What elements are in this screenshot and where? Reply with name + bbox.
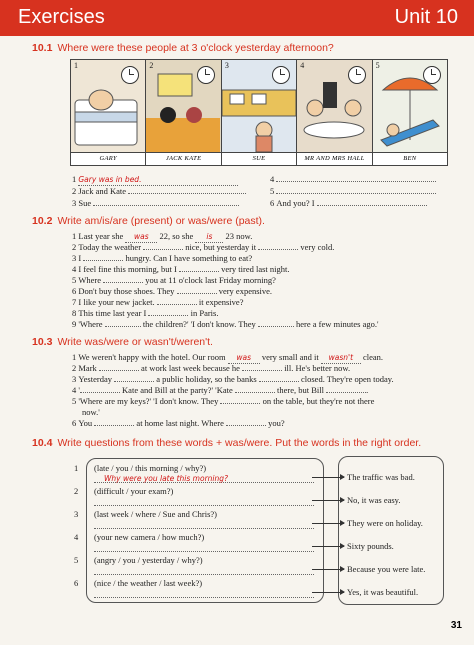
answer-blank[interactable] bbox=[148, 315, 188, 316]
cinema-scene bbox=[146, 60, 220, 152]
answer-blank[interactable] bbox=[258, 249, 298, 250]
item-text: Mark bbox=[78, 363, 97, 373]
answer-blank[interactable] bbox=[179, 271, 219, 272]
answer-blank[interactable] bbox=[99, 370, 139, 371]
restaurant-illustration bbox=[297, 60, 371, 152]
answer-blank[interactable] bbox=[259, 381, 299, 382]
answer-line-1 bbox=[72, 174, 238, 186]
reply-text: The traffic was bad. bbox=[347, 472, 415, 482]
answer-blank[interactable] bbox=[80, 392, 120, 393]
item-text: on the table, but they're not there bbox=[262, 396, 375, 406]
answer-blank[interactable] bbox=[93, 205, 239, 206]
reply-text: Because you were late. bbox=[347, 564, 426, 574]
item-number: 6 bbox=[72, 418, 77, 428]
beach-scene bbox=[373, 60, 447, 152]
exercise-number: 10.1 bbox=[32, 42, 53, 54]
item-text: You bbox=[78, 418, 93, 428]
picture-number: 3 bbox=[224, 61, 229, 70]
item-number: 5 bbox=[72, 275, 77, 285]
exercise-10-2-line-2 bbox=[72, 242, 334, 252]
handwritten-answer: is bbox=[206, 232, 213, 241]
item-text: 23 now. bbox=[225, 231, 253, 241]
arrow-connector-icon bbox=[312, 569, 344, 570]
question-prompt: (nice / the weather / last week?) bbox=[94, 578, 203, 588]
answer-blank[interactable] bbox=[317, 205, 427, 206]
question-prompt: (your new camera / how much?) bbox=[94, 532, 205, 542]
handwritten-answer: wasn't bbox=[328, 353, 354, 362]
answer-line-2 bbox=[72, 186, 246, 196]
exercise-instruction: Write questions from these words + was/were. Put the words in the right order. bbox=[57, 437, 422, 449]
item-text: Jack and Kate bbox=[78, 186, 127, 196]
station-scene bbox=[222, 60, 296, 152]
answer-blank[interactable] bbox=[220, 403, 260, 404]
handwritten-answer: Gary was in bed. bbox=[78, 175, 142, 184]
handwritten-answer: Why were you late this morning? bbox=[104, 474, 228, 483]
item-text: We weren't happy with the hotel. Our room bbox=[78, 352, 226, 362]
page-title: Exercises bbox=[18, 6, 105, 28]
handwritten-answer: was bbox=[134, 232, 149, 241]
exercise-10-3-line-2 bbox=[72, 363, 350, 373]
exercise-10-4-heading bbox=[32, 437, 421, 449]
exercise-instruction: Where were these people at 3 o'clock yesterday afternoon? bbox=[57, 42, 334, 54]
answer-blank[interactable] bbox=[78, 174, 238, 186]
item-number: 6 bbox=[270, 198, 275, 208]
question-number: 1 bbox=[74, 463, 79, 473]
answer-line-6 bbox=[270, 198, 427, 208]
picture-number: 2 bbox=[149, 61, 154, 70]
exercise-10-1-heading bbox=[32, 42, 334, 54]
exercise-10-2-line-6 bbox=[72, 286, 272, 296]
item-text: it expensive? bbox=[198, 297, 244, 307]
question-prompt: (angry / you / yesterday / why?) bbox=[94, 555, 203, 565]
item-text: in Paris. bbox=[190, 308, 219, 318]
item-number: 4 bbox=[72, 264, 77, 274]
item-text: 'Where are my keys?' 'I don't know. They bbox=[78, 396, 219, 406]
exercise-instruction: Write am/is/are (present) or was/were (past). bbox=[57, 215, 265, 227]
question-number: 5 bbox=[74, 555, 79, 565]
exercise-10-3-heading bbox=[32, 336, 213, 348]
answer-blank[interactable] bbox=[258, 326, 294, 327]
item-text: you? bbox=[268, 418, 285, 428]
item-text: there, but Bill bbox=[276, 385, 324, 395]
answer-blank[interactable] bbox=[143, 249, 183, 250]
restaurant-scene bbox=[297, 60, 371, 152]
item-number: 6 bbox=[72, 286, 77, 296]
question-number: 4 bbox=[74, 532, 79, 542]
item-text: 'Where bbox=[78, 319, 103, 329]
exercise-instruction: Write was/were or wasn't/weren't. bbox=[57, 336, 213, 348]
item-number: 4 bbox=[270, 174, 275, 184]
item-number: 3 bbox=[72, 374, 77, 384]
item-number: 2 bbox=[72, 186, 77, 196]
answer-blank[interactable] bbox=[276, 193, 436, 194]
item-number: 1 bbox=[72, 231, 77, 241]
header-bar bbox=[0, 0, 474, 36]
picture-caption: GARY bbox=[71, 152, 145, 165]
answer-blank[interactable] bbox=[128, 193, 246, 194]
reply-text: Sixty pounds. bbox=[347, 541, 394, 551]
item-text: closed. They're open today. bbox=[300, 374, 394, 384]
beach-illustration bbox=[373, 60, 447, 152]
item-text: I like your new jacket. bbox=[78, 297, 155, 307]
item-number: 7 bbox=[72, 297, 77, 307]
item-text: Today the weather bbox=[78, 242, 142, 252]
question-answer-blank[interactable] bbox=[94, 565, 314, 575]
item-text: And you? I bbox=[276, 198, 315, 208]
question-number: 3 bbox=[74, 509, 79, 519]
picture-3 bbox=[222, 60, 297, 165]
question-number: 6 bbox=[74, 578, 79, 588]
handwritten-answer: was bbox=[236, 353, 252, 362]
item-text: hungry. Can I have something to eat? bbox=[125, 253, 253, 263]
reply-text: Yes, it was beautiful. bbox=[347, 587, 419, 597]
exercise-10-3-line-4 bbox=[72, 385, 368, 395]
item-text: Yesterday bbox=[78, 374, 112, 384]
station-illustration bbox=[222, 60, 296, 152]
answer-blank[interactable] bbox=[94, 425, 134, 426]
question-prompt: (late / you / this morning / why?) bbox=[94, 463, 207, 473]
exercise-10-2-heading bbox=[32, 215, 265, 227]
answer-blank[interactable] bbox=[177, 293, 217, 294]
picture-strip bbox=[70, 59, 448, 166]
picture-2 bbox=[146, 60, 221, 165]
item-number: 1 bbox=[72, 174, 77, 184]
item-text: very tired last night. bbox=[221, 264, 290, 274]
question-prompt: (difficult / your exam?) bbox=[94, 486, 174, 496]
exercise-10-3-line-5-cont bbox=[82, 407, 100, 417]
exercise-10-3-line-5 bbox=[72, 396, 374, 406]
answer-blank[interactable] bbox=[157, 304, 197, 305]
exercise-10-3-line-6 bbox=[72, 418, 285, 428]
item-number: 5 bbox=[270, 186, 275, 196]
exercise-10-2-line-8 bbox=[72, 308, 218, 318]
answer-blank[interactable] bbox=[235, 392, 275, 393]
item-text: the children?' 'I don't know. They bbox=[142, 319, 256, 329]
item-text: very small and it bbox=[261, 352, 319, 362]
item-text: Where bbox=[78, 275, 102, 285]
exercise-10-2-line-9 bbox=[72, 319, 379, 329]
item-text: Don't buy those shoes. They bbox=[78, 286, 175, 296]
item-text: ill. He's better now. bbox=[284, 363, 351, 373]
question-answer-blank[interactable] bbox=[94, 519, 314, 529]
item-text: a public holiday, so the banks bbox=[156, 374, 257, 384]
picture-number: 1 bbox=[74, 61, 78, 70]
picture-caption: MR AND MRS HALL bbox=[297, 152, 371, 165]
item-text: I bbox=[78, 253, 82, 263]
answer-line-4 bbox=[270, 174, 436, 184]
exercise-10-3-line-3 bbox=[72, 374, 394, 384]
picture-1 bbox=[71, 60, 146, 165]
item-text: . bbox=[366, 385, 369, 395]
page-number: 31 bbox=[450, 620, 462, 631]
answer-blank[interactable] bbox=[226, 425, 266, 426]
item-number: 1 bbox=[72, 352, 77, 362]
question-answer-blank[interactable] bbox=[94, 473, 314, 483]
item-text: at home last night. Where bbox=[136, 418, 224, 428]
answer-blank[interactable] bbox=[83, 260, 123, 261]
item-text: This time last year I bbox=[78, 308, 147, 318]
reply-text: No, it was easy. bbox=[347, 495, 401, 505]
item-text: at work last week because he bbox=[141, 363, 240, 373]
picture-4 bbox=[297, 60, 372, 165]
picture-number: 5 bbox=[375, 61, 380, 70]
item-text: Sue bbox=[78, 198, 92, 208]
exercise-number: 10.3 bbox=[32, 336, 53, 348]
item-text: ' bbox=[78, 385, 80, 395]
item-number: 2 bbox=[72, 242, 77, 252]
answer-blank[interactable] bbox=[276, 181, 436, 182]
item-text: you at 11 o'clock last Friday morning? bbox=[145, 275, 276, 285]
answer-blank[interactable] bbox=[242, 370, 282, 371]
bed-scene bbox=[71, 60, 145, 152]
item-text: Kate and Bill at the party?' 'Kate bbox=[122, 385, 233, 395]
picture-number: 4 bbox=[300, 61, 305, 70]
item-number: 3 bbox=[72, 198, 77, 208]
exercise-10-2-line-7 bbox=[72, 297, 243, 307]
item-text: Last year she bbox=[78, 231, 124, 241]
item-text: I feel fine this morning, but I bbox=[78, 264, 177, 274]
question-answer-blank[interactable] bbox=[94, 496, 314, 506]
answer-blank[interactable] bbox=[105, 326, 141, 327]
exercise-10-2-line-5 bbox=[72, 275, 276, 285]
answer-line-3 bbox=[72, 198, 239, 208]
answer-blank[interactable] bbox=[114, 381, 154, 382]
question-prompt: (last week / where / Sue and Chris?) bbox=[94, 509, 217, 519]
question-answer-blank[interactable] bbox=[94, 588, 314, 598]
item-text: here a few minutes ago.' bbox=[296, 319, 379, 329]
unit-label: Unit 10 bbox=[394, 6, 458, 28]
item-number: 2 bbox=[72, 363, 77, 373]
item-text: 22, so she bbox=[159, 231, 194, 241]
item-text: clean. bbox=[362, 352, 384, 362]
arrow-connector-icon bbox=[312, 546, 344, 547]
arrow-connector-icon bbox=[312, 500, 344, 501]
item-number: 3 bbox=[72, 253, 77, 263]
question-number: 2 bbox=[74, 486, 79, 496]
picture-caption: SUE bbox=[222, 152, 296, 165]
answer-blank[interactable] bbox=[326, 392, 366, 393]
cinema-illustration bbox=[146, 60, 220, 152]
item-number: 8 bbox=[72, 308, 77, 318]
bed-illustration bbox=[71, 60, 145, 152]
answer-line-5 bbox=[270, 186, 436, 196]
exercise-number: 10.4 bbox=[32, 437, 53, 449]
exercise-10-2-line-4 bbox=[72, 264, 290, 274]
item-number: 9 bbox=[72, 319, 77, 329]
item-text: very cold. bbox=[300, 242, 335, 252]
question-answer-blank[interactable] bbox=[94, 542, 314, 552]
arrow-connector-icon bbox=[312, 523, 344, 524]
exercise-number: 10.2 bbox=[32, 215, 53, 227]
answer-blank[interactable] bbox=[103, 282, 143, 283]
picture-caption: JACK KATE bbox=[146, 152, 220, 165]
exercise-10-2-line-3 bbox=[72, 253, 252, 263]
picture-caption: BEN bbox=[373, 152, 447, 165]
item-text: very expensive. bbox=[218, 286, 273, 296]
arrow-connector-icon bbox=[312, 477, 344, 478]
item-number: 5 bbox=[72, 396, 77, 406]
arrow-connector-icon bbox=[312, 592, 344, 593]
item-text: nice, but yesterday it bbox=[185, 242, 257, 252]
item-number: 4 bbox=[72, 385, 77, 395]
reply-text: They were on holiday. bbox=[347, 518, 423, 528]
item-text: now.' bbox=[82, 407, 100, 417]
picture-5 bbox=[373, 60, 447, 165]
